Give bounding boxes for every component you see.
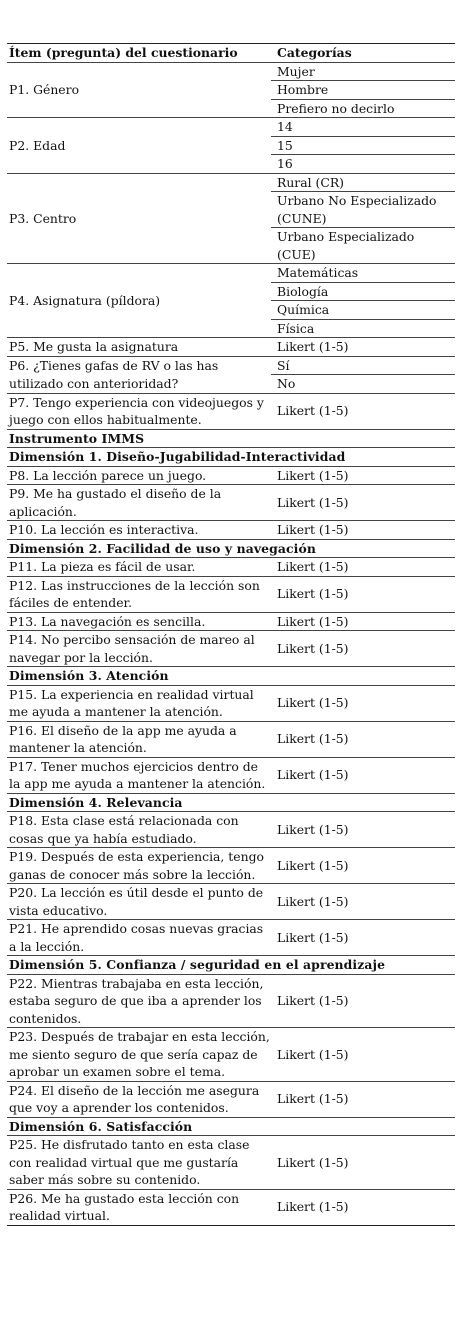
option: 14 [271, 118, 455, 137]
table-row [7, 974, 455, 1028]
answer-scale: Likert (1-5) [271, 812, 455, 848]
table-row [7, 757, 455, 793]
question: P14. No percibo sensación de mareo al navegar por la lección. [7, 631, 271, 667]
answer-scale: Likert (1-5) [271, 884, 455, 920]
question-p4: P4. Asignatura (píldora) [7, 264, 271, 338]
question: P11. La pieza es fácil de usar. [7, 558, 271, 577]
table-row [7, 466, 455, 485]
dimension-row [7, 667, 455, 686]
option: Likert (1-5) [271, 393, 455, 429]
answer-scale: Likert (1-5) [271, 685, 455, 721]
table-row [7, 920, 455, 956]
table-row [7, 848, 455, 884]
answer-scale: Likert (1-5) [271, 1136, 455, 1190]
option: Matemáticas [271, 264, 455, 283]
table-row [7, 1028, 455, 1082]
option: Biología [271, 282, 455, 301]
question: P22. Mientras trabajaba en esta lección, estaba seguro de que iba a aprender los contenidos. [7, 974, 271, 1028]
option: Sí [271, 356, 455, 375]
question: P25. He disfrutado tanto en esta clase con realidad virtual que me gustaría saber más sobre su contenido. [7, 1136, 271, 1190]
table-row [7, 685, 455, 721]
question: P16. El diseño de la app me ayuda a mantener la atención. [7, 721, 271, 757]
answer-scale: Likert (1-5) [271, 848, 455, 884]
table-row [7, 812, 455, 848]
question: P12. Las instrucciones de la lección son fáciles de entender. [7, 576, 271, 612]
question: P21. He aprendido cosas nuevas gracias a la lección. [7, 920, 271, 956]
answer-scale: Likert (1-5) [271, 631, 455, 667]
question-p2: P2. Edad [7, 118, 271, 174]
table-header-row [7, 44, 455, 63]
table-row [7, 521, 455, 540]
table-row [7, 173, 455, 192]
table-row [7, 576, 455, 612]
table-row [7, 393, 455, 429]
answer-scale: Likert (1-5) [271, 1028, 455, 1082]
table-row [7, 1136, 455, 1190]
section-title: Instrumento IMMS [7, 429, 455, 448]
table-row [7, 62, 455, 81]
question: P26. Me ha gustado esta lección con realidad virtual. [7, 1189, 271, 1225]
answer-scale: Likert (1-5) [271, 721, 455, 757]
answer-scale: Likert (1-5) [271, 558, 455, 577]
dimension-row [7, 1117, 455, 1136]
option: Física [271, 319, 455, 338]
dimension-title: Dimensión 1. Diseño-Jugabilidad-Interactividad [7, 448, 455, 467]
table-row [7, 118, 455, 137]
question: P24. El diseño de la lección me asegura que voy a aprender los contenidos. [7, 1081, 271, 1117]
question: P20. La lección es útil desde el punto de vista educativo. [7, 884, 271, 920]
option: Mujer [271, 62, 455, 81]
question: P19. Después de esta experiencia, tengo ganas de conocer más sobre la lección. [7, 848, 271, 884]
option: 16 [271, 155, 455, 174]
answer-scale: Likert (1-5) [271, 1189, 455, 1225]
dimension-title: Dimensión 3. Atención [7, 667, 455, 686]
dimension-title: Dimensión 2. Facilidad de uso y navegación [7, 539, 455, 558]
option: 15 [271, 136, 455, 155]
table-row [7, 485, 455, 521]
dimension-row [7, 539, 455, 558]
table-row [7, 721, 455, 757]
table-row [7, 264, 455, 283]
option: Likert (1-5) [271, 338, 455, 357]
table-row [7, 558, 455, 577]
question-p7: P7. Tengo experiencia con videojuegos y juego con ellos habitualmente. [7, 393, 271, 429]
option: Química [271, 301, 455, 320]
question: P13. La navegación es sencilla. [7, 612, 271, 631]
header-categories: Categorías [271, 44, 455, 63]
answer-scale: Likert (1-5) [271, 521, 455, 540]
question-p3: P3. Centro [7, 173, 271, 264]
question: P23. Después de trabajar en esta lección, me siento seguro de que sería capaz de aprobar un examen sobre el tema. [9, 1029, 270, 1079]
option: Rural (CR) [271, 173, 455, 192]
option: Prefiero no decirlo [271, 99, 455, 118]
table-row [7, 631, 455, 667]
dimension-row [7, 793, 455, 812]
option: Urbano Especializado (CUE) [271, 228, 455, 264]
table-row [7, 1081, 455, 1117]
table-row [7, 1189, 455, 1225]
question: P9. Me ha gustado el diseño de la aplicación. [7, 485, 271, 521]
dimension-title: Dimensión 5. Confianza / seguridad en el aprendizaje [7, 956, 455, 975]
question: P17. Tener muchos ejercicios dentro de la app me ayuda a mantener la atención. [7, 757, 271, 793]
table-row [7, 884, 455, 920]
question-p5: P5. Me gusta la asignatura [7, 338, 271, 357]
option: Hombre [271, 81, 455, 100]
answer-scale: Likert (1-5) [271, 974, 455, 1028]
question-p6: P6. ¿Tienes gafas de RV o las has utilizado con anterioridad? [7, 356, 271, 393]
dimension-row [7, 956, 455, 975]
section-row [7, 429, 455, 448]
answer-scale: Likert (1-5) [271, 1081, 455, 1117]
answer-scale: Likert (1-5) [271, 757, 455, 793]
dimension-row [7, 448, 455, 467]
questionnaire-table [7, 43, 455, 1226]
table-row [7, 356, 455, 375]
question: P18. Esta clase está relacionada con cosas que ya había estudiado. [7, 812, 271, 848]
question: P10. La lección es interactiva. [7, 521, 271, 540]
answer-scale: Likert (1-5) [271, 612, 455, 631]
answer-scale: Likert (1-5) [271, 485, 455, 521]
table-row [7, 338, 455, 357]
answer-scale: Likert (1-5) [271, 466, 455, 485]
option: No [271, 375, 455, 394]
dimension-title: Dimensión 4. Relevancia [7, 793, 455, 812]
option: Urbano No Especializado (CUNE) [271, 192, 455, 228]
table-row [7, 612, 455, 631]
question: P15. La experiencia en realidad virtual me ayuda a mantener la atención. [7, 685, 271, 721]
question: P8. La lección parece un juego. [7, 466, 271, 485]
answer-scale: Likert (1-5) [271, 920, 455, 956]
question-p1: P1. Género [7, 62, 271, 118]
header-item: Ítem (pregunta) del cuestionario [7, 44, 271, 63]
answer-scale: Likert (1-5) [271, 576, 455, 612]
dimension-title: Dimensión 6. Satisfacción [7, 1117, 455, 1136]
